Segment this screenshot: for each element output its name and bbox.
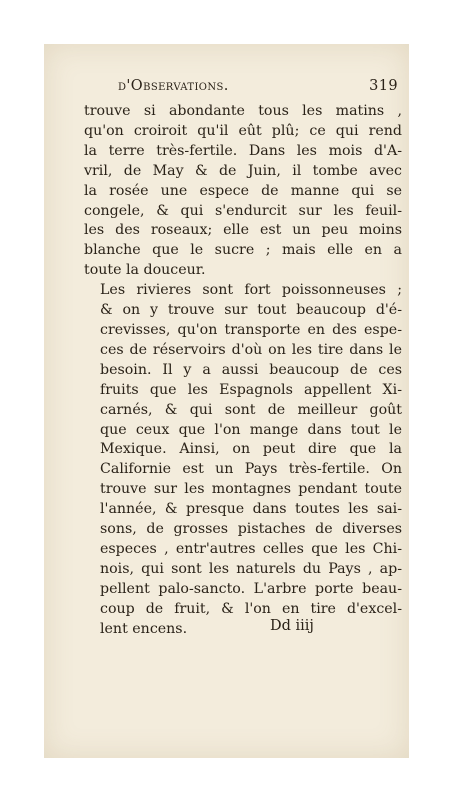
text-line: que ceux que l'on mange dans tout le bbox=[100, 421, 402, 438]
text-line: lent encens. bbox=[100, 620, 188, 637]
text-line: qu'on croiroit qu'il eût plû; ce qui rend bbox=[84, 122, 402, 139]
text-line: la rosée une espece de manne qui se bbox=[84, 182, 402, 199]
text-line: toute la douceur. bbox=[84, 262, 206, 279]
text-line: l'année, & presque dans toutes les sai- bbox=[100, 501, 402, 518]
page-number: 319 bbox=[369, 78, 398, 94]
text-line: Les rivieres sont fort poissonneuses ; bbox=[100, 282, 402, 299]
text-line: la terre très-fertile. Dans les mois d'A- bbox=[84, 142, 402, 159]
text-line: nois, qui sont les naturels du Pays , ap- bbox=[100, 560, 402, 577]
text-line: crevisses, qu'on transporte en des espe- bbox=[100, 321, 402, 338]
text-line: Mexique. Ainsi, on peut dire que la bbox=[100, 441, 402, 458]
text-line: ces de réservoirs d'où on les tire dans le bbox=[100, 341, 402, 358]
text-line: carnés, & qui sont de meilleur goût bbox=[100, 401, 402, 418]
running-title: d'Observations. bbox=[118, 78, 229, 94]
text-line: sons, de grosses pistaches de diverses bbox=[100, 521, 402, 538]
text-line: pellent palo-sancto. L'arbre porte beau- bbox=[100, 580, 402, 597]
body-text bbox=[84, 102, 402, 639]
text-line: & on y trouve sur tout beaucoup d'é- bbox=[100, 302, 402, 319]
text-line: Californie est un Pays très-fertile. On bbox=[100, 461, 402, 478]
text-line: congele, & qui s'endurcit sur les feuil- bbox=[84, 202, 402, 219]
text-line: fruits que les Espagnols appellent Xi- bbox=[100, 381, 402, 398]
text-line: trouve si abondante tous les matins , bbox=[84, 103, 402, 119]
text-line: vril, de May & de Juin, il tombe avec bbox=[84, 162, 402, 179]
catchword: Dd iiij bbox=[270, 618, 314, 634]
running-head bbox=[118, 78, 398, 98]
book-page bbox=[44, 44, 409, 758]
text-line: blanche que le sucre ; mais elle en a bbox=[84, 242, 402, 259]
text-line: especes , entr'autres celles que les Chi- bbox=[100, 540, 402, 557]
text-line: trouve sur les montagnes pendant toute bbox=[100, 481, 402, 498]
paragraph-2 bbox=[84, 281, 402, 639]
text-line: besoin. Il y a aussi beaucoup de ces bbox=[100, 361, 402, 378]
text-line: les des roseaux; elle est un peu moins bbox=[84, 222, 402, 239]
text-line: coup de fruit, & l'on en tire d'excel- bbox=[100, 600, 402, 617]
paragraph-1 bbox=[84, 102, 402, 281]
